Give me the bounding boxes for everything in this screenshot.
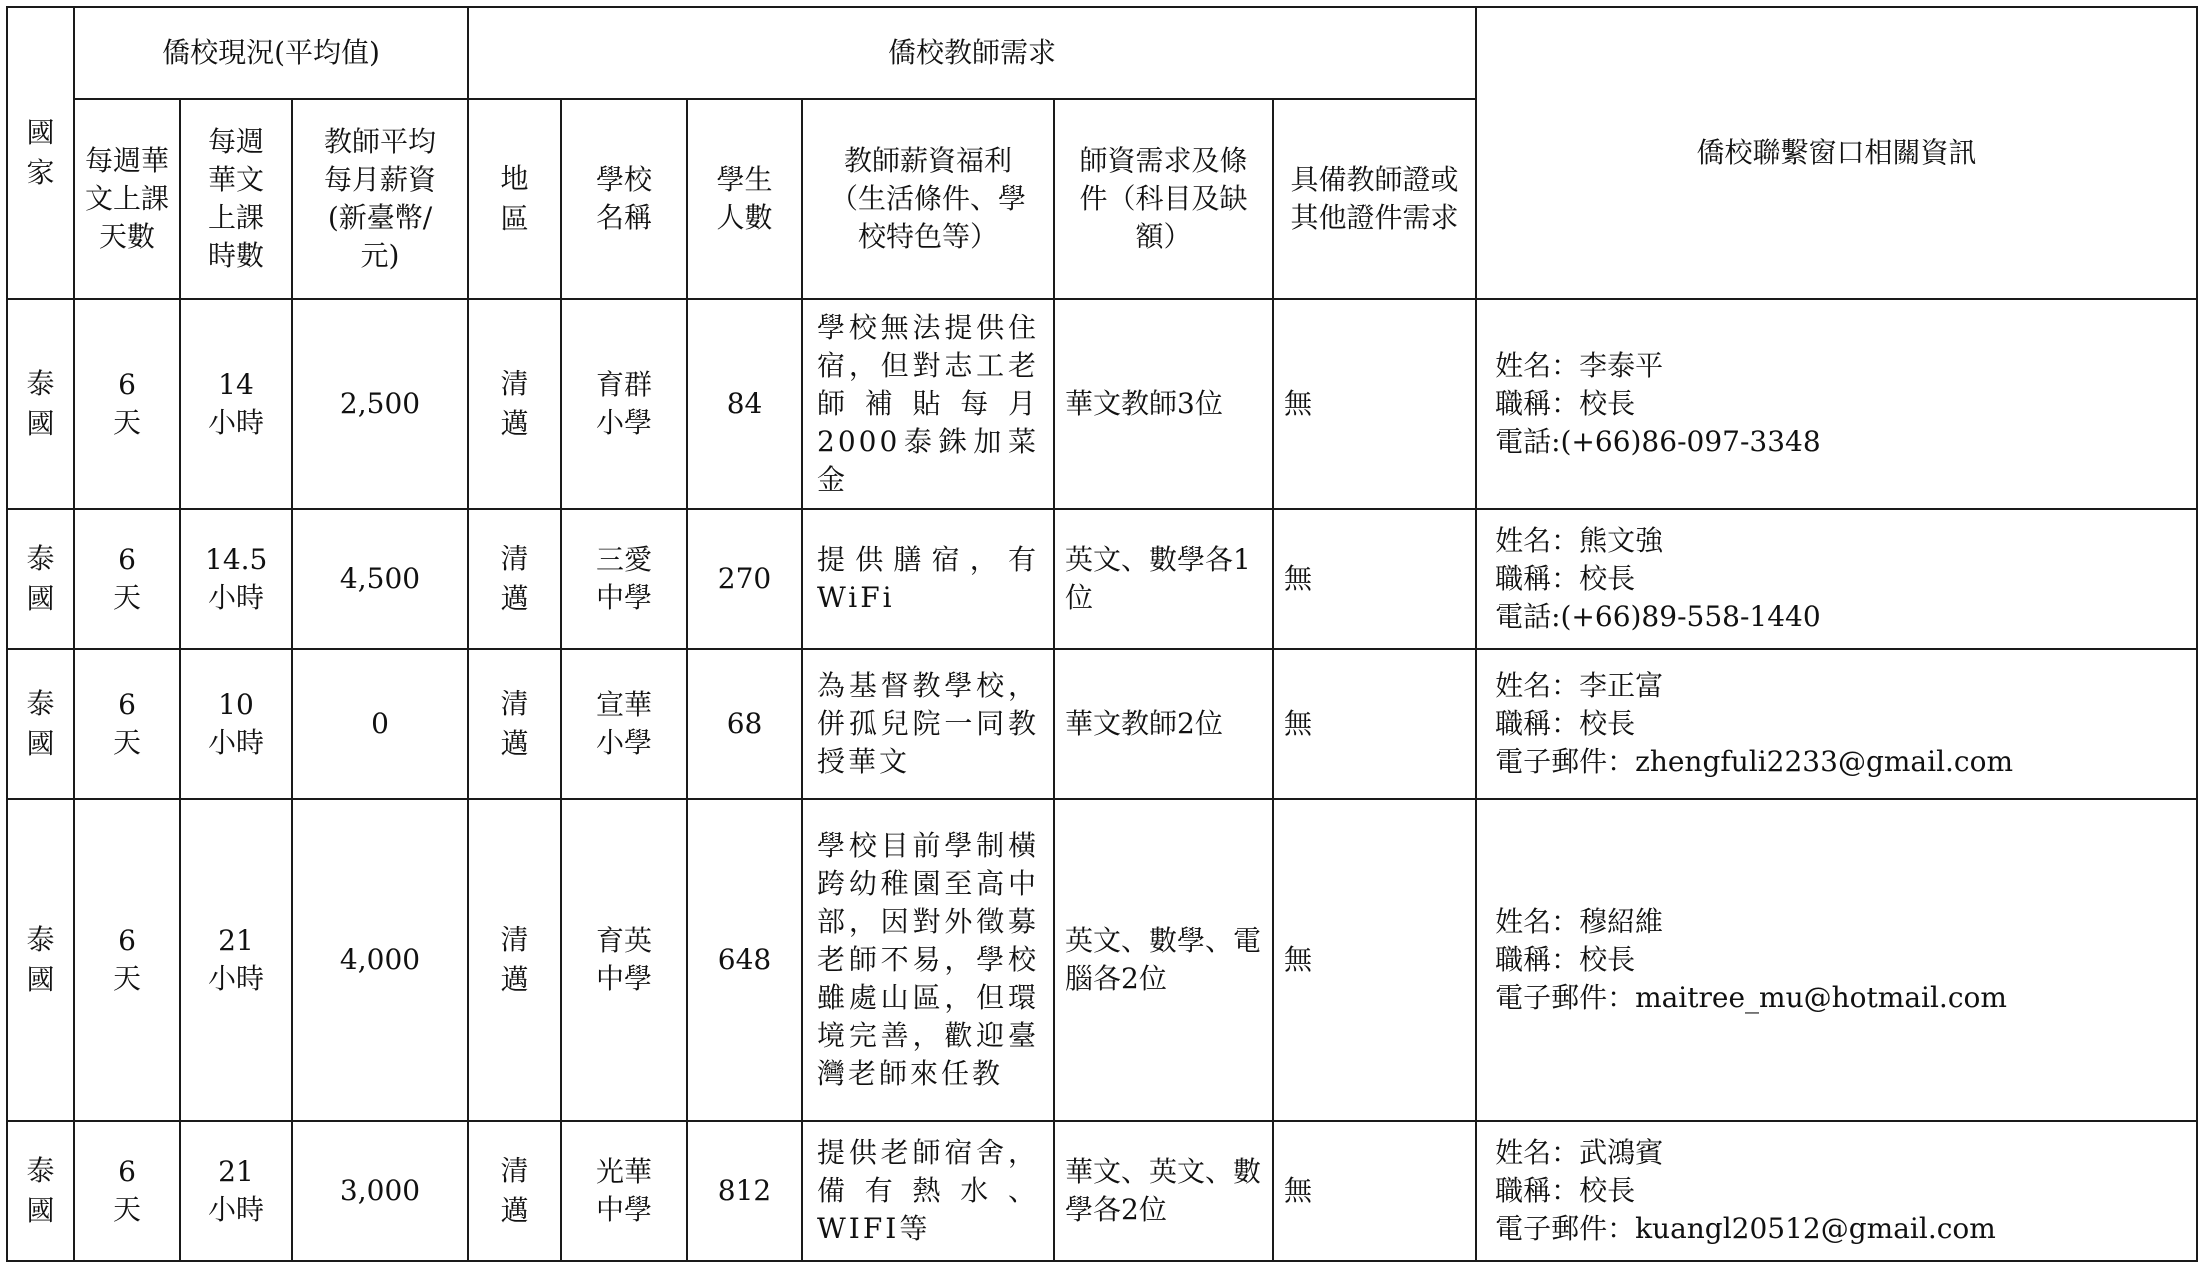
cell-region: 清邁 bbox=[468, 649, 561, 799]
cell-hours: 14小時 bbox=[180, 299, 292, 509]
cell-school: 育群小學 bbox=[561, 299, 687, 509]
contact-name: 姓名：武鴻賓 bbox=[1495, 1136, 1664, 1169]
cell-certificate: 無 bbox=[1273, 799, 1476, 1121]
cell-benefits: 學校目前學制橫跨幼稚園至高中部，因對外徵募老師不易，學校雖處山區，但環境完善，歡迎臺灣老師來任教 bbox=[802, 799, 1054, 1121]
cell-requirements: 英文、數學各1位 bbox=[1054, 509, 1273, 649]
contact-title: 職稱：校長 bbox=[1495, 387, 1636, 420]
cell-students: 68 bbox=[687, 649, 802, 799]
cell-certificate: 無 bbox=[1273, 509, 1476, 649]
cell-benefits: 為基督教學校，併孤兒院一同教授華文 bbox=[802, 649, 1054, 799]
table-row bbox=[7, 1121, 2197, 1261]
contact-name: 姓名：穆紹維 bbox=[1495, 905, 1664, 938]
table-body bbox=[7, 299, 2197, 1261]
header-students: 學生人數 bbox=[687, 99, 802, 299]
cell-country: 泰國 bbox=[7, 649, 74, 799]
contact-info: 電子郵件：zhengfuli2233@gmail.com bbox=[1495, 745, 2014, 778]
cell-requirements: 華文教師2位 bbox=[1054, 649, 1273, 799]
cell-contact bbox=[1476, 1121, 2197, 1261]
cell-hours: 14.5小時 bbox=[180, 509, 292, 649]
cell-days: 6天 bbox=[74, 649, 180, 799]
contact-info: 電子郵件：kuangl20512@gmail.com bbox=[1495, 1212, 1996, 1245]
contact-name: 姓名：李泰平 bbox=[1495, 349, 1664, 382]
contact-title: 職稱：校長 bbox=[1495, 562, 1636, 595]
cell-region: 清邁 bbox=[468, 299, 561, 509]
cell-days: 6天 bbox=[74, 509, 180, 649]
header-region: 地區 bbox=[468, 99, 561, 299]
header-hours: 每週華文上課時數 bbox=[180, 99, 292, 299]
contact-name: 姓名：熊文強 bbox=[1495, 524, 1664, 557]
cell-days: 6天 bbox=[74, 799, 180, 1121]
cell-region: 清邁 bbox=[468, 509, 561, 649]
table-row bbox=[7, 509, 2197, 649]
header-benefits: 教師薪資福利（生活條件、學校特色等） bbox=[802, 99, 1054, 299]
teacher-demand-table bbox=[6, 6, 2198, 1262]
header-school: 學校名稱 bbox=[561, 99, 687, 299]
cell-salary: 2,500 bbox=[292, 299, 468, 509]
cell-region: 清邁 bbox=[468, 799, 561, 1121]
header-country: 國家 bbox=[7, 7, 74, 299]
cell-students: 648 bbox=[687, 799, 802, 1121]
cell-contact bbox=[1476, 649, 2197, 799]
cell-students: 270 bbox=[687, 509, 802, 649]
cell-salary: 3,000 bbox=[292, 1121, 468, 1261]
cell-benefits: 提供老師宿舍，備有熱水、WIFI等 bbox=[802, 1121, 1054, 1261]
cell-hours: 10小時 bbox=[180, 649, 292, 799]
cell-hours: 21小時 bbox=[180, 799, 292, 1121]
cell-school: 宣華小學 bbox=[561, 649, 687, 799]
cell-country: 泰國 bbox=[7, 509, 74, 649]
cell-days: 6天 bbox=[74, 1121, 180, 1261]
cell-benefits: 學校無法提供住宿，但對志工老師補貼每月2000泰銖加菜金 bbox=[802, 299, 1054, 509]
table-row bbox=[7, 799, 2197, 1121]
cell-contact bbox=[1476, 299, 2197, 509]
header-contact: 僑校聯繫窗口相關資訊 bbox=[1476, 7, 2197, 299]
contact-info: 電話:(+66)89-558-1440 bbox=[1495, 600, 1821, 633]
header-salary: 教師平均每月薪資(新臺幣/元) bbox=[292, 99, 468, 299]
contact-title: 職稱：校長 bbox=[1495, 1174, 1636, 1207]
cell-country: 泰國 bbox=[7, 299, 74, 509]
contact-title: 職稱：校長 bbox=[1495, 943, 1636, 976]
cell-region: 清邁 bbox=[468, 1121, 561, 1261]
cell-certificate: 無 bbox=[1273, 299, 1476, 509]
contact-info: 電話:(+66)86-097-3348 bbox=[1495, 425, 1821, 458]
header-days: 每週華文上課天數 bbox=[74, 99, 180, 299]
table-row bbox=[7, 649, 2197, 799]
cell-contact bbox=[1476, 799, 2197, 1121]
cell-students: 812 bbox=[687, 1121, 802, 1261]
header-group-demand: 僑校教師需求 bbox=[468, 7, 1476, 99]
cell-requirements: 華文教師3位 bbox=[1054, 299, 1273, 509]
table-row bbox=[7, 299, 2197, 509]
header-certificate: 具備教師證或其他證件需求 bbox=[1273, 99, 1476, 299]
cell-certificate: 無 bbox=[1273, 649, 1476, 799]
cell-school: 光華中學 bbox=[561, 1121, 687, 1261]
cell-hours: 21小時 bbox=[180, 1121, 292, 1261]
header-requirements: 師資需求及條件（科目及缺額） bbox=[1054, 99, 1273, 299]
cell-salary: 4,500 bbox=[292, 509, 468, 649]
cell-requirements: 英文、數學、電腦各2位 bbox=[1054, 799, 1273, 1121]
cell-certificate: 無 bbox=[1273, 1121, 1476, 1261]
contact-info: 電子郵件：maitree_mu@hotmail.com bbox=[1495, 981, 2007, 1014]
cell-school: 三愛中學 bbox=[561, 509, 687, 649]
cell-salary: 0 bbox=[292, 649, 468, 799]
cell-contact bbox=[1476, 509, 2197, 649]
cell-students: 84 bbox=[687, 299, 802, 509]
cell-days: 6天 bbox=[74, 299, 180, 509]
header-group-row bbox=[7, 7, 2197, 99]
cell-country: 泰國 bbox=[7, 1121, 74, 1261]
cell-country: 泰國 bbox=[7, 799, 74, 1121]
contact-name: 姓名：李正富 bbox=[1495, 669, 1664, 702]
contact-title: 職稱：校長 bbox=[1495, 707, 1636, 740]
cell-requirements: 華文、英文、數學各2位 bbox=[1054, 1121, 1273, 1261]
header-group-status: 僑校現況(平均值) bbox=[74, 7, 468, 99]
cell-school: 育英中學 bbox=[561, 799, 687, 1121]
cell-benefits: 提供膳宿，有WiFi bbox=[802, 509, 1054, 649]
cell-salary: 4,000 bbox=[292, 799, 468, 1121]
